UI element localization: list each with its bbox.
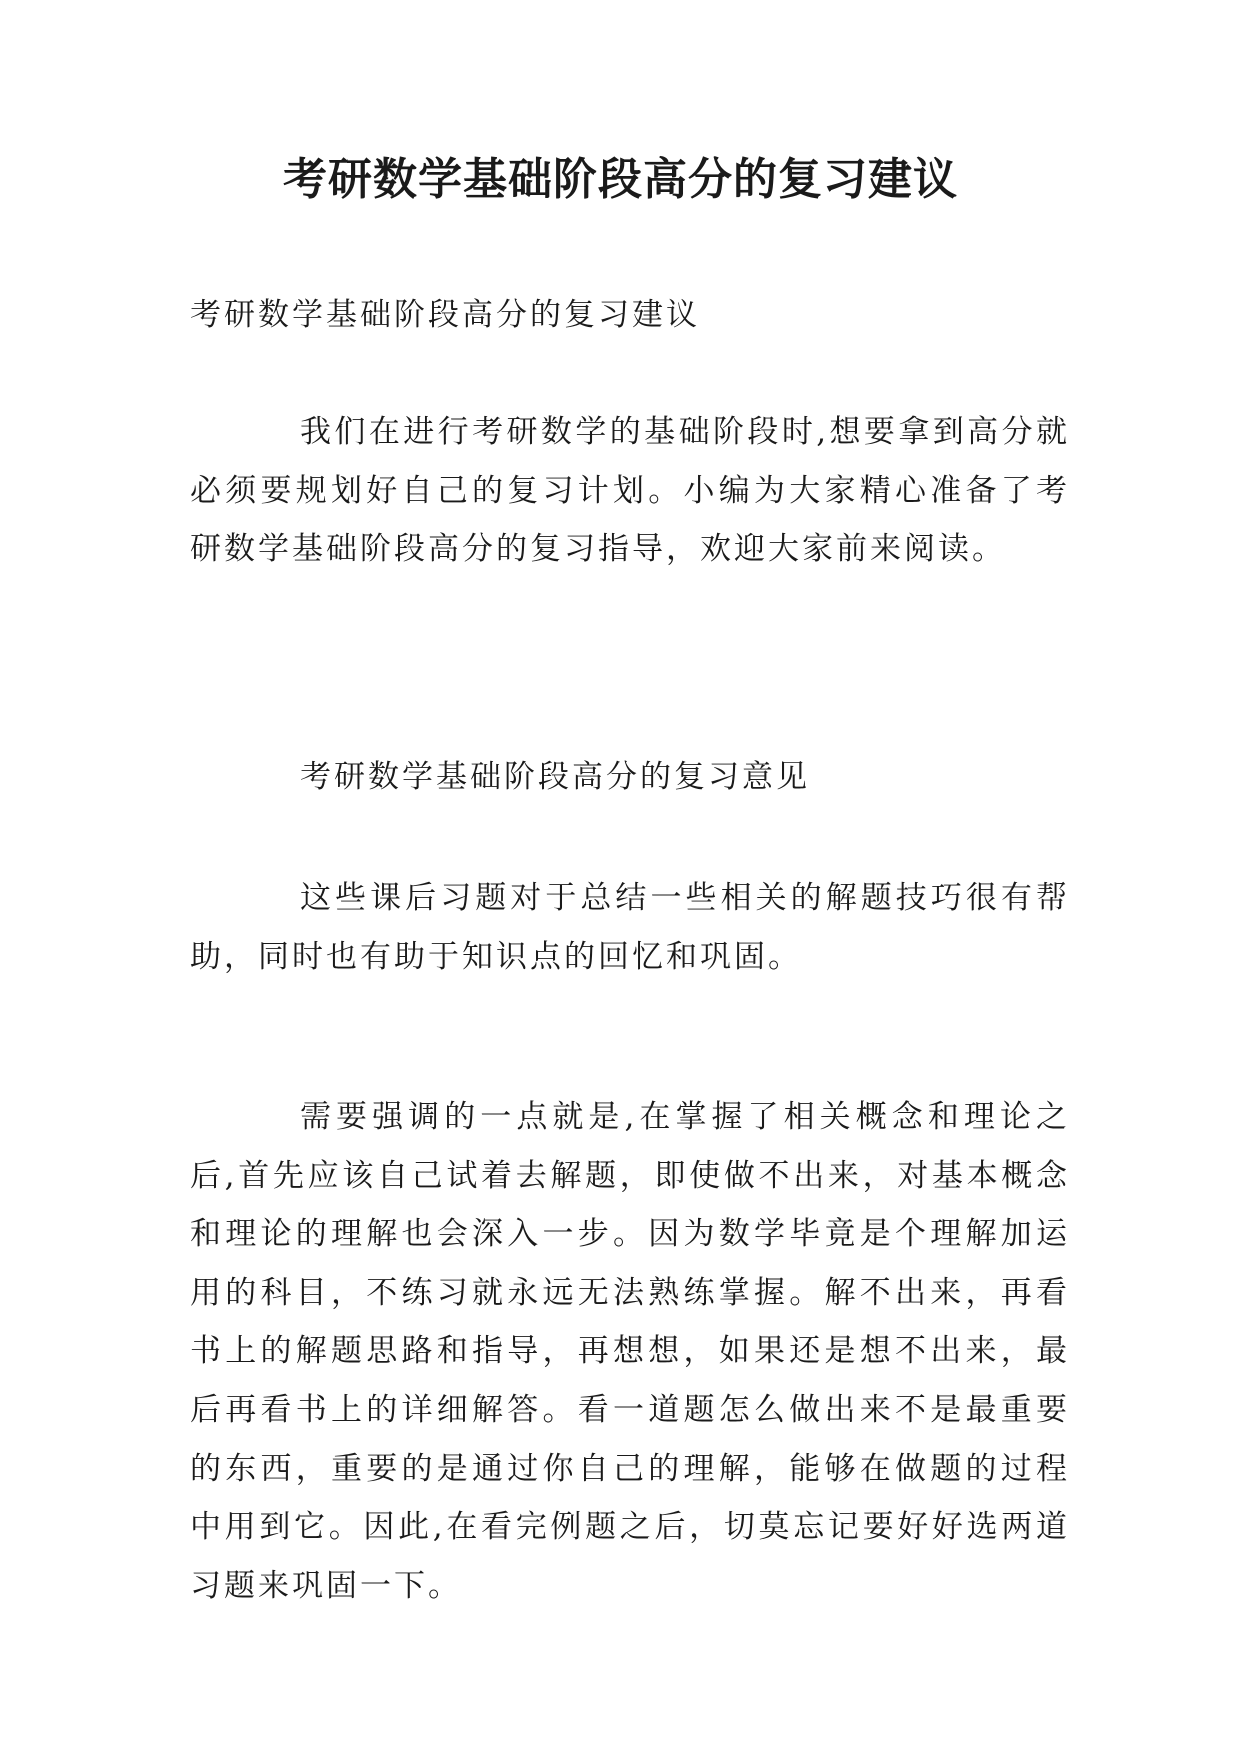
exercises-paragraph: 这些课后习题对于总结一些相关的解题技巧很有帮助，同时也有助于知识点的回忆和巩固。 [190,880,1070,975]
document-subtitle: 考研数学基础阶段高分的复习建议 [190,297,700,333]
emphasis-paragraph: 需要强调的一点就是,在掌握了相关概念和理论之后,首先应该自己试着去解题，即使做不出来，对基本概念和理论的理解也会深入一步。因为数学毕竟是个理解加运用的科目，不练习就永远无法熟练掌握。解不出来，再看书上的解题思路和指导，再想想，如果还是想不出来，最后再看书上的详细解答。看一道题怎么做出来不是最重要的东西，重要的是通过你自己的理解，能够在做题的过程中用到它。因此,在看完例题之后，切莫忘记要好好选两道习题来巩固一下。 [190,1099,1070,1604]
document-title: 考研数学基础阶段高分的复习建议 [283,154,958,205]
section-heading: 考研数学基础阶段高分的复习意见 [300,759,810,795]
intro-paragraph: 我们在进行考研数学的基础阶段时,想要拿到高分就必须要规划好自己的复习计划。小编为大家精心准备了考研数学基础阶段高分的复习指导，欢迎大家前来阅读。 [190,414,1070,568]
